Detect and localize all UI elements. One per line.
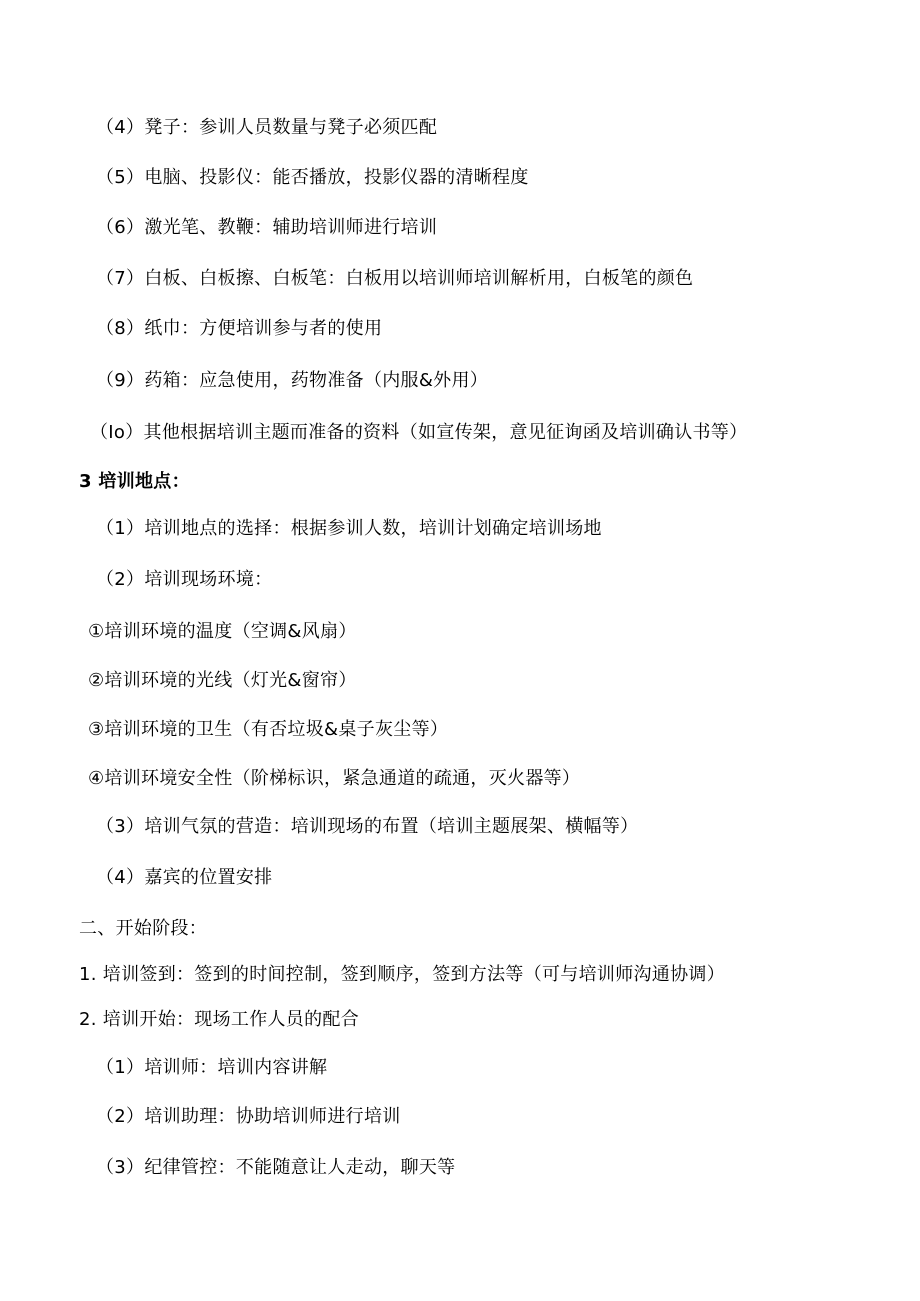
item-location-selection: （1）培训地点的选择：根据参训人数，培训计划确定培训场地	[96, 518, 602, 539]
env-temperature: ①培训环境的温度（空调&风扇）	[88, 621, 357, 642]
item-tissues: （8）纸巾：方便培训参与者的使用	[96, 318, 383, 339]
section-heading-start-stage: 二、开始阶段：	[79, 918, 208, 939]
env-lighting: ②培训环境的光线（灯光&窗帘）	[88, 670, 357, 691]
item-computer-projector: （5）电脑、投影仪：能否播放，投影仪器的清晰程度	[96, 167, 529, 188]
item-training-assistant: （2）培训助理：协助培训师进行培训	[96, 1106, 401, 1127]
env-hygiene: ③培训环境的卫生（有否垃圾&桌子灰尘等）	[88, 719, 449, 740]
item-site-environment: （2）培训现场环境：	[96, 569, 273, 590]
item-sign-in: 1. 培训签到：签到的时间控制，签到顺序，签到方法等（可与培训师沟通协调）	[79, 964, 725, 985]
item-laser-pointer: （6）激光笔、教鞭：辅助培训师进行培训	[96, 217, 438, 238]
item-stools: （4）凳子：参训人员数量与凳子必须匹配	[96, 117, 438, 138]
item-first-aid-kit: （9）药箱：应急使用，药物准备（内服&外用）	[96, 370, 489, 391]
item-atmosphere: （3）培训气氛的营造：培训现场的布置（培训主题展架、横幅等）	[96, 816, 639, 837]
section-heading-training-location: 3 培训地点：	[79, 471, 190, 492]
item-whiteboard: （7）白板、白板擦、白板笔：白板用以培训师培训解析用，白板笔的颜色	[96, 268, 694, 289]
item-training-start: 2. 培训开始：现场工作人员的配合	[79, 1009, 359, 1030]
env-safety: ④培训环境安全性（阶梯标识，紧急通道的疏通，灭火器等）	[88, 768, 581, 789]
item-trainer: （1）培训师：培训内容讲解	[96, 1057, 328, 1078]
item-guest-seating: （4）嘉宾的位置安排	[96, 867, 273, 888]
item-discipline-control: （3）纪律管控：不能随意让人走动，聊天等	[96, 1157, 456, 1178]
item-other-materials: （Io）其他根据培训主题而准备的资料（如宣传架，意见征询函及培训确认书等）	[90, 422, 748, 443]
